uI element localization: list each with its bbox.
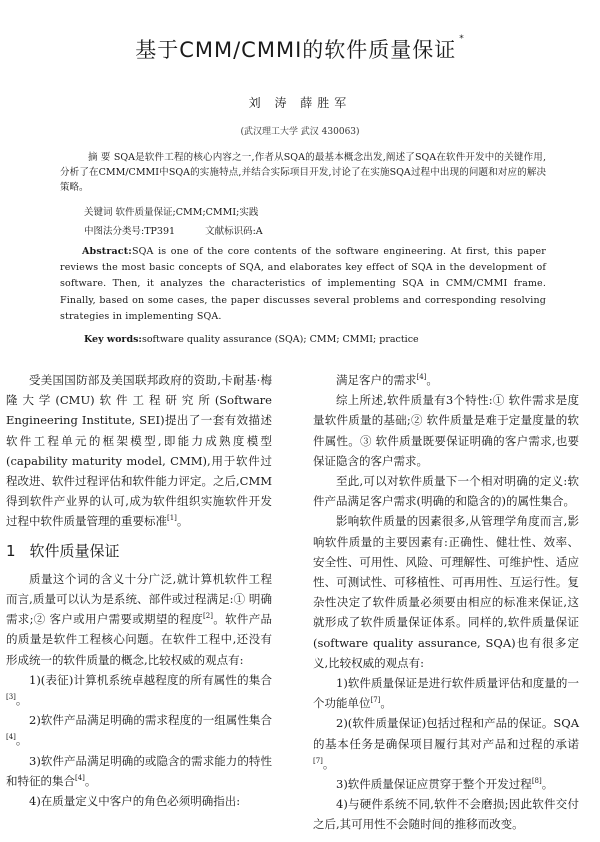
intro-paragraph: 受美国国防部及美国联邦政府的资助,卡耐基·梅隆大学(CMU)软件工程研究所(Software Engineering Institute, SEI)提出了一套有效描述软件工程单元的框架模型,即能力成熟度模型(capability maturity model, CMM),用于软件过程改进、软件过程评估和软件能力评定。之后,CMM得到软件产业界的认可,成为软件组织实施软件开发过程中软件质量管理的重要标准[1]。 [6, 373, 273, 529]
abstract-en-text: SQA is one of the core contents of the software engineering. At first, this paper reviews the most basic concepts of SQA, and elaborates key effect of SQA in the development of software. Then, it analyzes the characteristics of implementing SQA in CMM/CMMI frame. Finally, based on some cases, the paper discusses several problems and corresponding resolving strategies in implementing SQA. [60, 246, 546, 322]
class-number: 中图法分类号:TP391 [84, 226, 176, 237]
ref-mark: [8] [531, 777, 542, 786]
classification [84, 225, 263, 239]
ref-mark: [4] [75, 774, 85, 783]
factors-paragraph: 影响软件质量的因素很多,从管理学角度而言,影响软件质量的主要因素有:正确性、健壮性、效率、安全性、可用性、风险、可理解性、可维护性、适应性、可测试性、可移植性、可再用性、互运行性。复杂性决定了软件质量必须要由相应的标准来保证,这就形成了软件质量保证体系。同样的,软件质量保证(software quality assurance, SQA)也有很多定义,比较权威的观点有: [313, 514, 579, 670]
keywords-en [84, 334, 419, 345]
list-item: 4)与硬件系统不同,软件不会磨损;因此软件交付之后,其可用性不会随时间的推移而改变。 [313, 797, 579, 832]
ref-mark: [1] [167, 514, 177, 523]
continued-text: 满足客户的需求[4]。 [336, 373, 438, 387]
list-item: 2)(软件质量保证)包括过程和产品的保证。SQA的基本任务是确保项目履行其对产品和过程的承诺[7]。 [313, 716, 579, 771]
ref-mark: [2] [203, 612, 213, 621]
abstract-en [60, 244, 546, 325]
list-item: 1)软件质量保证是进行软件质量评估和度量的一个功能单位[7]。 [313, 676, 579, 711]
abstract-cn: 摘 要 SQA是软件工程的核心内容之一,作者从SQA的最基本概念出发,阐述了SQA在软件开发中的关键作用,分析了在CMM/CMMI中SQA的实施特点,并结合实际项目开发,讨论了在实施SQA过程中出现的问题和对应的解决策略。 [60, 152, 546, 193]
keywords-cn: 关键词 软件质量保证;CMM;CMMI;实践 [84, 207, 259, 218]
ref-mark: [4] [416, 373, 427, 382]
left-column [6, 370, 272, 811]
section-title: 软件质量保证 [29, 541, 120, 560]
list-item: 4)在质量定义中客户的角色必须明确指出: [29, 794, 241, 809]
right-column [313, 370, 579, 835]
definition-paragraph: 至此,可以对软件质量下一个相对明确的定义:软件产品满足客户需求(明确的和隐含的)的属性集合。 [313, 474, 579, 509]
abstract-en-label: Abstract: [82, 246, 132, 257]
list-item: 3)软件产品满足明确的或隐含的需求能力的特性和特征的集合[4]。 [6, 753, 272, 788]
ref-mark: [3] [6, 693, 16, 702]
list-item: 2)软件产品满足明确的需求程度的一组属性集合[4]。 [6, 713, 272, 748]
document-code: 文献标识码:A [205, 226, 263, 237]
section-heading [6, 541, 272, 561]
title-footnote-mark: * [459, 34, 465, 44]
quality-paragraph: 质量这个词的含义十分广泛,就计算机软件工程而言,质量可以认为是系统、部件或过程满足:① 明确需求;② 客户或用户需要或期望的程度[2]。软件产品的质量是软件工程核心问题。在软件工程中,还没有形成统一的软件质量的概念,比较权威的观点有: [6, 571, 273, 667]
ref-mark: [4] [6, 733, 16, 742]
keywords-en-label: Key words: [84, 334, 142, 345]
keywords-en-text: software quality assurance (SQA); CMM; CMMI; practice [141, 334, 419, 345]
list-item: 3)软件质量保证应贯穿于整个开发过程[8]。 [336, 777, 554, 792]
ref-mark: [7] [370, 696, 381, 705]
ref-mark: [7] [313, 757, 323, 766]
paper-title: 基于CMM/CMMI的软件质量保证 * [135, 34, 465, 62]
list-item: 1)(表征)计算机系统卓越程度的所有属性的集合[3]。 [6, 672, 272, 708]
authors: 刘 涛 薛胜军 [248, 96, 352, 110]
affiliation: (武汉理工大学 武汉 430063) [240, 127, 360, 137]
section-number: 1 [6, 541, 16, 560]
summary-paragraph: 综上所述,软件质量有3个特性:① 软件需求是度量软件质量的基础;② 软件质量是难于定量度量的软件属性。③ 软件质量既要保证明确的客户需求,也要保证隐含的客户需求。 [313, 393, 579, 468]
